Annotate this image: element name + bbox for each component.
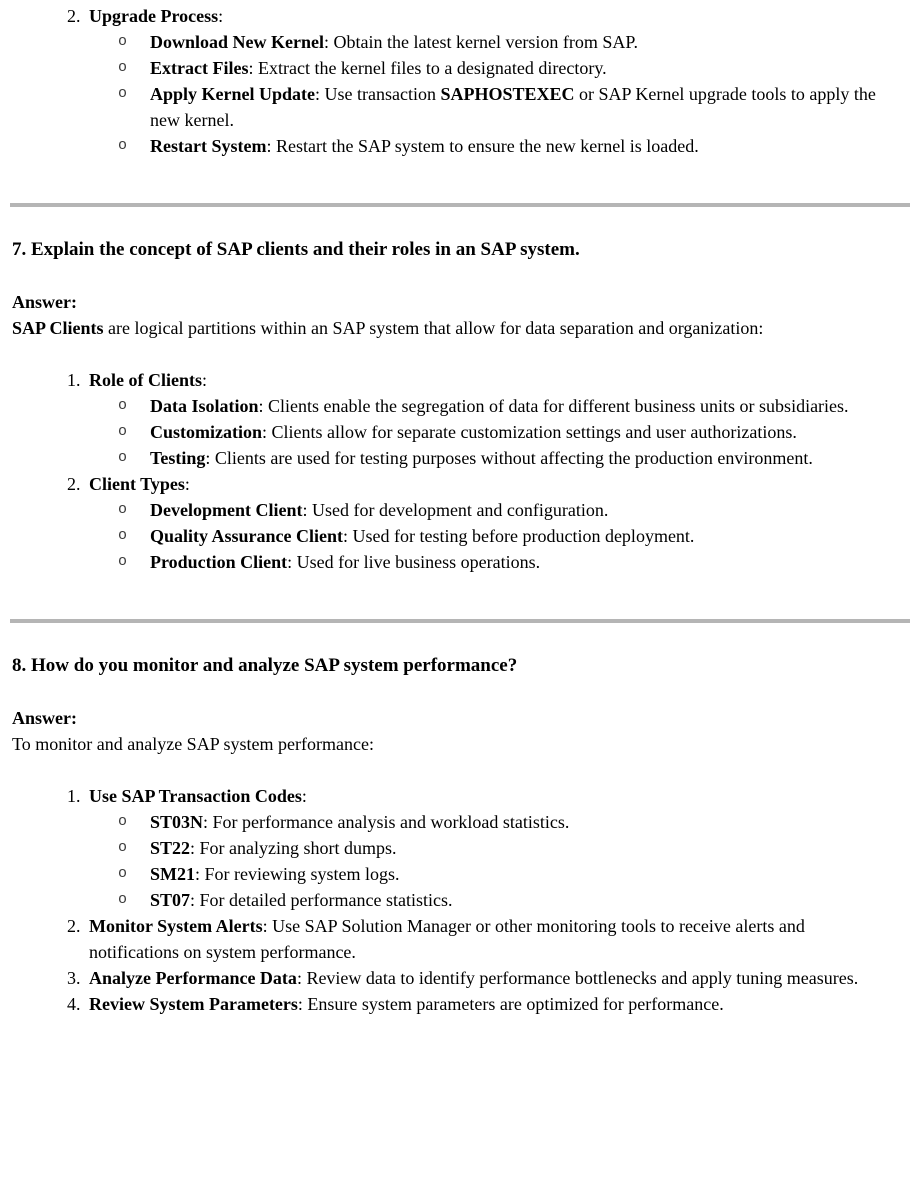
list-item [150,419,884,445]
list-item [150,81,884,133]
item-label: ST03N [150,812,204,832]
item-label: Download New Kernel [150,32,324,52]
list-item [85,367,884,471]
list-item [150,133,884,159]
item-label: Analyze Performance Data [89,968,297,988]
clients-list [12,367,884,575]
item-text: : [301,786,307,806]
item-text: : [218,6,224,26]
item-label: Role of Clients [89,370,202,390]
question-8-answer-paragraph [12,705,884,757]
item-text: : Used for development and configuration. [302,500,609,520]
item-text: : Extract the kernel files to a designated directory. [248,58,607,78]
item-text: : Use SAP Solution Manager or other monitoring tools to receive alerts and notifications on system performance. [89,916,805,962]
item-text: : Restart the SAP system to ensure the new kernel is loaded. [266,136,699,156]
list-item [150,887,884,913]
list-item [150,835,884,861]
item-label: Data Isolation [150,396,259,416]
item-label: Use SAP Transaction Codes [89,786,302,806]
item-text: : [184,474,190,494]
list-item [85,965,884,991]
item-label: Development Client [150,500,303,520]
item-text: : Clients allow for separate customization settings and user authorizations. [262,422,797,442]
item-label: Restart System [150,136,267,156]
performance-monitoring-list [12,783,884,1017]
kernel-upgrade-list [12,3,884,159]
item-text: : For analyzing short dumps. [190,838,397,858]
item-text: : For performance analysis and workload statistics. [203,812,570,832]
answer-label: Answer: [12,708,77,728]
intro-text: To monitor and analyze SAP system performance: [12,734,374,754]
item-label: Customization [150,422,262,442]
item-text: : Clients enable the segregation of data for different business units or subsidiaries. [258,396,849,416]
item-text: : Obtain the latest kernel version from SAP. [324,32,638,52]
list-item [150,29,884,55]
item-label: Quality Assurance Client [150,526,344,546]
item-label: ST07 [150,890,191,910]
item-text: : For detailed performance statistics. [190,890,453,910]
list-item [85,991,884,1017]
item-text: : Clients are used for testing purposes without affecting the production environment. [205,448,813,468]
client-types-list [89,497,884,575]
item-text: : [201,370,207,390]
item-label: SM21 [150,864,195,884]
list-item [85,3,884,159]
answer-label: Answer: [12,292,77,312]
item-label: ST22 [150,838,191,858]
list-item [150,549,884,575]
list-item [85,783,884,913]
kernel-steps-list [89,29,884,159]
item-text: : Review data to identify performance bottlenecks and apply tuning measures. [296,968,859,988]
question-7-answer-paragraph [12,289,884,341]
item-label: Client Types [89,474,185,494]
item-text: : Used for testing before production deployment. [343,526,695,546]
question-7-heading: 7. Explain the concept of SAP clients and their roles in an SAP system. [12,239,580,260]
item-text: : Ensure system parameters are optimized for performance. [297,994,724,1014]
item-label-2: SAPHOSTEXEC [440,84,575,104]
section-divider [10,203,910,207]
question-8-heading: 8. How do you monitor and analyze SAP system performance? [12,655,518,676]
item-text: : For reviewing system logs. [195,864,400,884]
list-item [150,809,884,835]
item-label: Monitor System Alerts [89,916,263,936]
intro-bold: SAP Clients [12,318,104,338]
item-label: Testing [150,448,206,468]
list-item [150,497,884,523]
list-item [85,471,884,575]
item-label: Upgrade Process [89,6,219,26]
list-item [85,913,884,965]
list-item [150,523,884,549]
list-item [150,393,884,419]
list-item [150,445,884,471]
role-of-clients-list [89,393,884,471]
item-text: : Use transaction [315,84,441,104]
section-divider [10,619,910,623]
list-item [150,55,884,81]
item-label: Production Client [150,552,288,572]
list-item [150,861,884,887]
item-label: Apply Kernel Update [150,84,316,104]
item-label: Review System Parameters [89,994,298,1014]
item-label: Extract Files [150,58,249,78]
intro-text: are logical partitions within an SAP system that allow for data separation and organization: [103,318,764,338]
transaction-codes-list [89,809,884,913]
item-text-2: or SAP Kernel upgrade tools to apply the new kernel. [150,84,876,130]
item-text: : Used for live business operations. [287,552,541,572]
